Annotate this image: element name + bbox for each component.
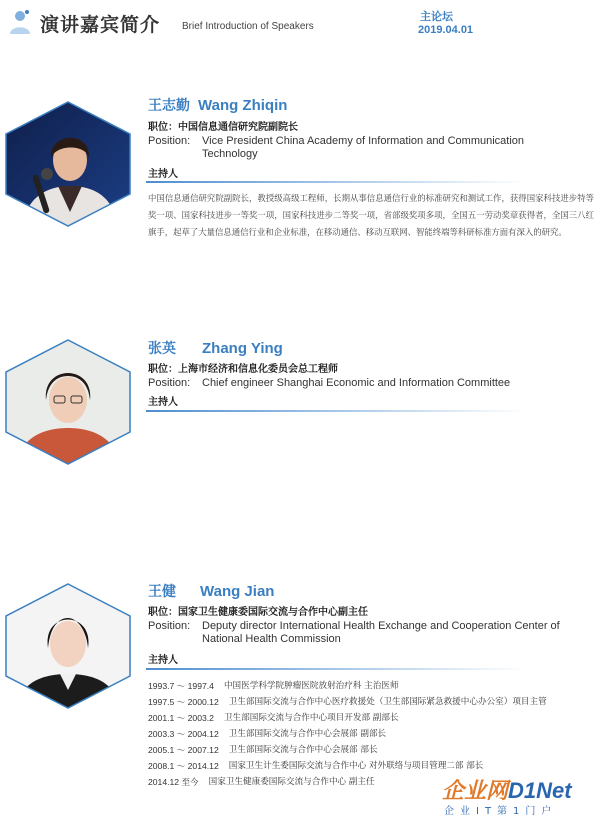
speaker-position-en — [148, 135, 568, 161]
speaker-name — [148, 95, 287, 115]
speaker-name-cn: 王健 — [148, 584, 176, 600]
career-org: 卫生部国际交流与合作中心项目开发部 副部长 — [223, 713, 399, 723]
speaker-bio: 中国信息通信研究院副院长，教授级高级工程师，长期从事信息通信行业的标准研究和测试工作，获得国家科技进步特等奖一项、国家科技进步一等奖一项，国家科技进步二等奖一项，省部级奖项多项，全国五一劳动奖章获得者，全国三八红旗手，起草了大量信息通信行业和企业标准，在移动通信、移动互联网、智能终端等科研标准方面有深入的研究。 — [148, 193, 594, 237]
career-period: 1993.7 ～ 1997.4 — [148, 681, 214, 691]
watermark-slogan: 企业IT第1门户 — [444, 806, 558, 817]
speaker-photo-2 — [2, 338, 134, 466]
career-period: 2005.1 ～ 2007.12 — [148, 745, 219, 755]
speaker-name-en: Wang Zhiqin — [198, 97, 288, 114]
career-org: 卫生部国际交流与合作中心会展部 副部长 — [228, 729, 387, 739]
page-header — [0, 0, 600, 48]
page-subtitle: Brief Introduction of Speakers — [182, 21, 314, 32]
career-item — [148, 726, 568, 742]
forum-label: 主论坛 — [420, 10, 453, 23]
speaker-role: 主持人 — [148, 397, 178, 408]
speaker-name-en: Wang Jian — [200, 583, 275, 600]
career-period: 2001.1 ～ 2003.2 — [148, 713, 214, 723]
event-date: 2019.04.01 — [418, 24, 474, 36]
speaker-position-en — [148, 377, 568, 390]
position-label: Position: — [148, 377, 191, 389]
career-period: 2003.3 ～ 2004.12 — [148, 729, 219, 739]
speaker-name-cn: 张英 — [148, 341, 176, 357]
position-label: Position: — [148, 135, 191, 147]
career-period: 2008.1 ～ 2014.12 — [148, 761, 219, 771]
career-item — [148, 694, 568, 710]
position-text: Deputy director International Health Exchange and Cooperation Center of National Health Commission — [202, 620, 560, 645]
speaker-photo-1 — [2, 100, 134, 228]
career-org: 中国医学科学院肿瘤医院放射治疗科 主治医师 — [223, 681, 399, 691]
speaker-position-cn: 职位：国家卫生健康委国际交流与合作中心副主任 — [148, 607, 368, 618]
career-org: 国家卫生健康委国际交流与合作中心 副主任 — [208, 777, 375, 787]
speaker-role: 主持人 — [148, 169, 178, 180]
section-divider — [146, 668, 526, 670]
section-divider — [146, 181, 526, 183]
watermark-logo — [430, 772, 600, 817]
watermark-brand-en: D1Net — [508, 778, 572, 803]
speaker-position-cn: 职位：上海市经济和信息化委员会总工程师 — [148, 364, 338, 375]
career-org: 卫生部国际交流与合作中心会展部 部长 — [228, 745, 378, 755]
watermark-brand-cn: 企业网 — [442, 778, 509, 803]
position-text: Chief engineer Shanghai Economic and Information Committee — [202, 377, 511, 389]
speaker-position-en — [148, 620, 568, 646]
career-item — [148, 678, 568, 694]
speaker-name-cn: 王志勤 — [148, 98, 190, 114]
career-item — [148, 710, 568, 726]
career-period: 1997.5 ～ 2000.12 — [148, 697, 219, 707]
position-label: Position: — [148, 620, 191, 632]
speaker-photo-3 — [2, 582, 134, 710]
speaker-name — [148, 581, 274, 601]
speaker-logo-icon — [6, 8, 34, 36]
speaker-position-cn: 职位：中国信息通信研究院副院长 — [148, 122, 298, 133]
speaker-name-en: Zhang Ying — [202, 340, 283, 357]
watermark-brand — [442, 774, 572, 805]
career-org: 国家卫生计生委国际交流与合作中心 对外联络与项目管理二部 部长 — [228, 761, 484, 771]
career-org: 卫生部国际交流与合作中心医疗救援处（卫生部国际紧急救援中心办公室）项目主管 — [228, 697, 547, 707]
section-divider — [146, 410, 526, 412]
career-item — [148, 742, 568, 758]
speaker-role: 主持人 — [148, 655, 178, 666]
speaker-name — [148, 338, 283, 358]
career-period: 2014.12 至今 — [148, 777, 199, 787]
page-title: 演讲嘉宾简介 — [40, 14, 161, 36]
position-text: Vice President China Academy of Information and Communication Technology — [202, 135, 525, 160]
